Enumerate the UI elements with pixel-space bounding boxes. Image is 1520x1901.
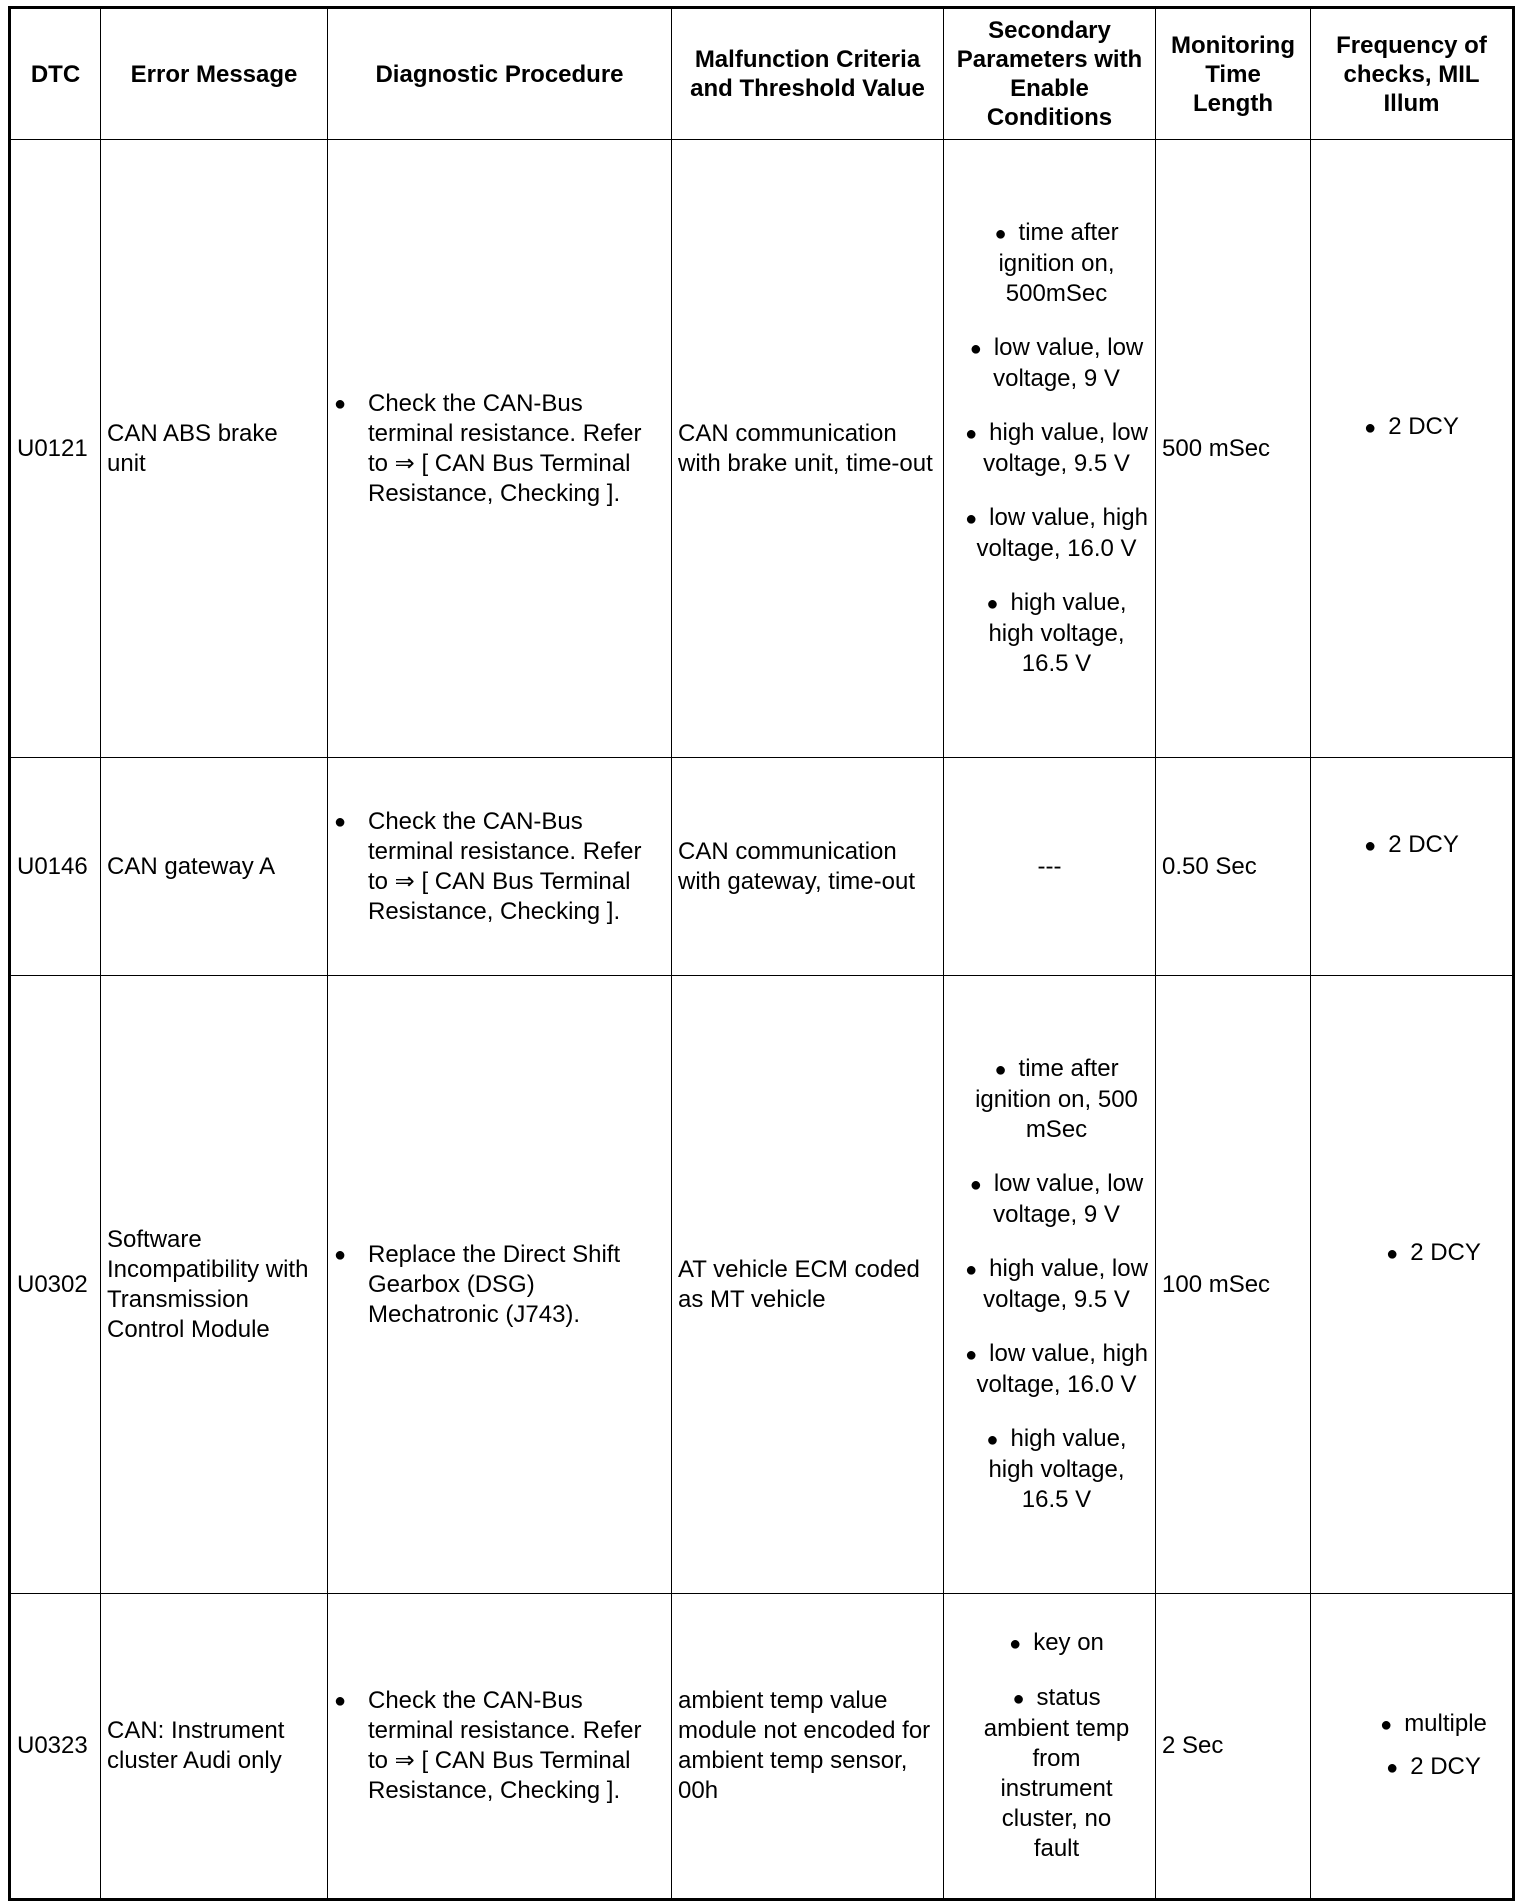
frequency-item: ● 2 DCY — [1361, 1238, 1506, 1269]
secondary-item: ● high value, low voltage, 9.5 V — [965, 1255, 1148, 1313]
bullet-icon: ● — [994, 223, 1007, 245]
header-malfunction-criteria: Malfunction Criteria and Threshold Value — [672, 8, 944, 140]
header-diagnostic-procedure: Diagnostic Procedure — [328, 8, 672, 140]
secondary-item: ● high value, low voltage, 9.5 V — [965, 419, 1148, 477]
error-message: CAN gateway A — [101, 758, 328, 976]
bullet-icon: ● — [969, 338, 982, 360]
header-dtc: DTC — [10, 8, 101, 140]
malfunction-criteria: CAN communication with brake unit, time-out — [672, 140, 944, 758]
monitoring-time: 500 mSec — [1156, 140, 1311, 758]
secondary-parameters: --- — [944, 758, 1156, 976]
error-message: CAN ABS brake unit — [101, 140, 328, 758]
bullet-icon: ● — [965, 423, 978, 445]
table-row — [10, 1594, 1514, 1900]
secondary-item: ● key on — [950, 1628, 1149, 1659]
secondary-item: ● low value, low voltage, 9 V — [969, 1170, 1144, 1228]
table-row — [10, 976, 1514, 1594]
table-row — [10, 140, 1514, 758]
bullet-icon: ● — [994, 1059, 1007, 1081]
procedure-item: ● Replace the Direct Shift Gearbox (DSG) Mechatronic (J743). — [334, 1240, 665, 1330]
monitoring-time: 100 mSec — [1156, 976, 1311, 1594]
bullet-icon: ● — [969, 1174, 982, 1196]
frequency — [1311, 758, 1514, 976]
error-message: CAN: Instrument cluster Audi only — [101, 1594, 328, 1900]
secondary-parameters — [944, 976, 1156, 1594]
bullet-icon: ● — [965, 1259, 978, 1281]
monitoring-time: 2 Sec — [1156, 1594, 1311, 1900]
frequency-item: ● 2 DCY — [1361, 1752, 1506, 1783]
secondary-item: ● low value, low voltage, 9 V — [969, 334, 1144, 392]
malfunction-criteria: AT vehicle ECM coded as MT vehicle — [672, 976, 944, 1594]
frequency-item: ● 2 DCY — [1317, 830, 1506, 861]
frequency — [1311, 1594, 1514, 1900]
bullet-icon: ● — [1364, 835, 1377, 857]
error-message: Software Incompatibility with Transmission Control Module — [101, 976, 328, 1594]
diagnostic-procedure — [328, 976, 672, 1594]
bullet-icon: ● — [1386, 1757, 1399, 1779]
dtc-code: U0323 — [10, 1594, 101, 1900]
dtc-code: U0302 — [10, 976, 101, 1594]
header-secondary-parameters: Secondary Parameters with Enable Conditions — [944, 8, 1156, 140]
bullet-icon: ● — [1386, 1243, 1399, 1265]
secondary-parameters — [944, 140, 1156, 758]
header-row — [10, 8, 1514, 140]
bullet-icon: ● — [1012, 1688, 1025, 1710]
secondary-item: ● high value, high voltage, 16.5 V — [986, 589, 1127, 677]
dtc-code: U0146 — [10, 758, 101, 976]
secondary-item: ● low value, high voltage, 16.0 V — [965, 1340, 1148, 1398]
bullet-icon: ● — [1364, 417, 1377, 439]
procedure-item: ● Check the CAN-Bus terminal resistance. Refer to ⇒ [ CAN Bus Terminal Resistance, Checking ]. — [334, 389, 665, 509]
procedure-item: ● Check the CAN-Bus terminal resistance. Refer to ⇒ [ CAN Bus Terminal Resistance, Checking ]. — [334, 807, 665, 927]
diagnostic-procedure — [328, 1594, 672, 1900]
malfunction-criteria: CAN communication with gateway, time-out — [672, 758, 944, 976]
frequency-item: ● multiple — [1361, 1709, 1506, 1740]
secondary-item: ● low value, high voltage, 16.0 V — [965, 504, 1148, 562]
table-row — [10, 758, 1514, 976]
frequency-item: ● 2 DCY — [1317, 412, 1506, 443]
bullet-icon: ● — [986, 1429, 999, 1451]
header-error-message: Error Message — [101, 8, 328, 140]
secondary-item: ● status ambient temp from instrument cluster, no fault — [983, 1684, 1130, 1862]
secondary-item: ● high value, high voltage, 16.5 V — [986, 1425, 1127, 1513]
diagnostic-procedure — [328, 140, 672, 758]
malfunction-criteria: ambient temp value module not encoded for ambient temp sensor, 00h — [672, 1594, 944, 1900]
dtc-code: U0121 — [10, 140, 101, 758]
bullet-icon: ● — [986, 593, 999, 615]
procedure-item: ● Check the CAN-Bus terminal resistance. Refer to ⇒ [ CAN Bus Terminal Resistance, Checking ]. — [334, 1686, 665, 1806]
monitoring-time: 0.50 Sec — [1156, 758, 1311, 976]
frequency — [1311, 976, 1514, 1594]
diagnostic-procedure — [328, 758, 672, 976]
header-monitoring-time: Monitoring Time Length — [1156, 8, 1311, 140]
secondary-item: ● time after ignition on, 500mSec — [994, 219, 1119, 307]
bullet-icon: ● — [1009, 1633, 1022, 1655]
secondary-parameters — [944, 1594, 1156, 1900]
header-frequency: Frequency of checks, MIL Illum — [1311, 8, 1514, 140]
bullet-icon: ● — [965, 508, 978, 530]
secondary-item: ● time after ignition on, 500 mSec — [975, 1055, 1138, 1143]
frequency — [1311, 140, 1514, 758]
dtc-table — [8, 6, 1515, 1901]
bullet-icon: ● — [965, 1344, 978, 1366]
bullet-icon: ● — [1380, 1714, 1393, 1736]
